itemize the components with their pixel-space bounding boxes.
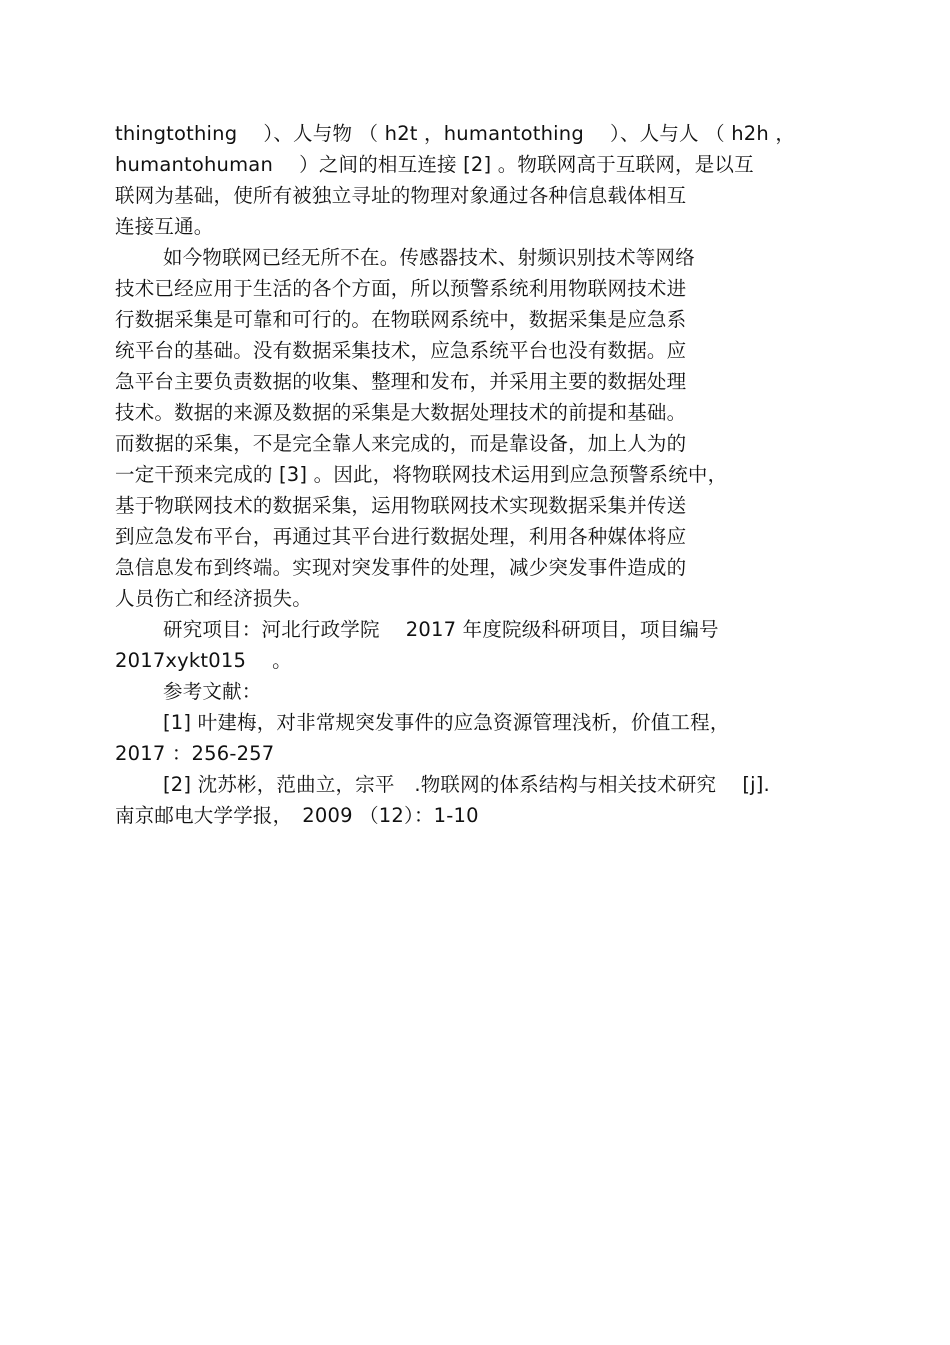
paragraph-line: 如今物联网已经无所不在。传感器技术、射频识别技术等网络 xyxy=(163,246,695,269)
paragraph-line: 而数据的采集，不是完全靠人来完成的，而是靠设备，加上人为的 xyxy=(115,432,687,455)
paragraph-line: 到应急发布平台，再通过其平台进行数据处理，利用各种媒体将应 xyxy=(115,525,687,548)
paragraph-line: 人员伤亡和经济损失。 xyxy=(115,587,313,610)
paragraph-line: humantohuman ）之间的相互连接 [2] 。物联网高于互联网，是以互 xyxy=(115,153,754,176)
paragraph-line: 急信息发布到终端。实现对突发事件的处理，减少突发事件造成的 xyxy=(115,556,687,579)
reference-item: 2017 ：256-257 xyxy=(115,742,275,765)
paragraph-line: 技术已经应用于生活的各个方面，所以预警系统利用物联网技术进 xyxy=(115,277,687,300)
reference-item: [2] 沈苏彬，范曲立，宗平 .物联网的体系结构与相关技术研究 [j]. xyxy=(163,773,770,796)
paragraph-line: 基于物联网技术的数据采集，运用物联网技术实现数据采集并传送 xyxy=(115,494,687,517)
paragraph-line: 连接互通。 xyxy=(115,215,214,238)
references-heading: 参考文献： xyxy=(163,680,262,703)
paragraph-line: 技术。数据的来源及数据的采集是大数据处理技术的前提和基础。 xyxy=(115,401,687,424)
reference-item: [1] 叶建梅，对非常规突发事件的应急资源管理浅析，价值工程， xyxy=(163,711,730,734)
paragraph-line: 行数据采集是可靠和可行的。在物联网系统中，数据采集是应急系 xyxy=(115,308,687,331)
paragraph-line: 急平台主要负责数据的收集、整理和发布，并采用主要的数据处理 xyxy=(115,370,687,393)
reference-item: 南京邮电大学学报， 2009 （12）：1-10 xyxy=(115,804,479,827)
research-project-line: 研究项目：河北行政学院 2017 年度院级科研项目，项目编号 xyxy=(163,618,719,641)
research-project-line: 2017xykt015 。 xyxy=(115,649,292,672)
paragraph-line: 一定干预来完成的 [3] 。因此，将物联网技术运用到应急预警系统中， xyxy=(115,463,728,486)
paragraph-line: thingtothing ）、人与物 （ h2t ，humantothing ）、人与人 （ h2h ， xyxy=(115,122,796,145)
paragraph-line: 统平台的基础。没有数据采集技术，应急系统平台也没有数据。应 xyxy=(115,339,687,362)
paragraph-line: 联网为基础，使所有被独立寻址的物理对象通过各种信息载体相互 xyxy=(115,184,687,207)
